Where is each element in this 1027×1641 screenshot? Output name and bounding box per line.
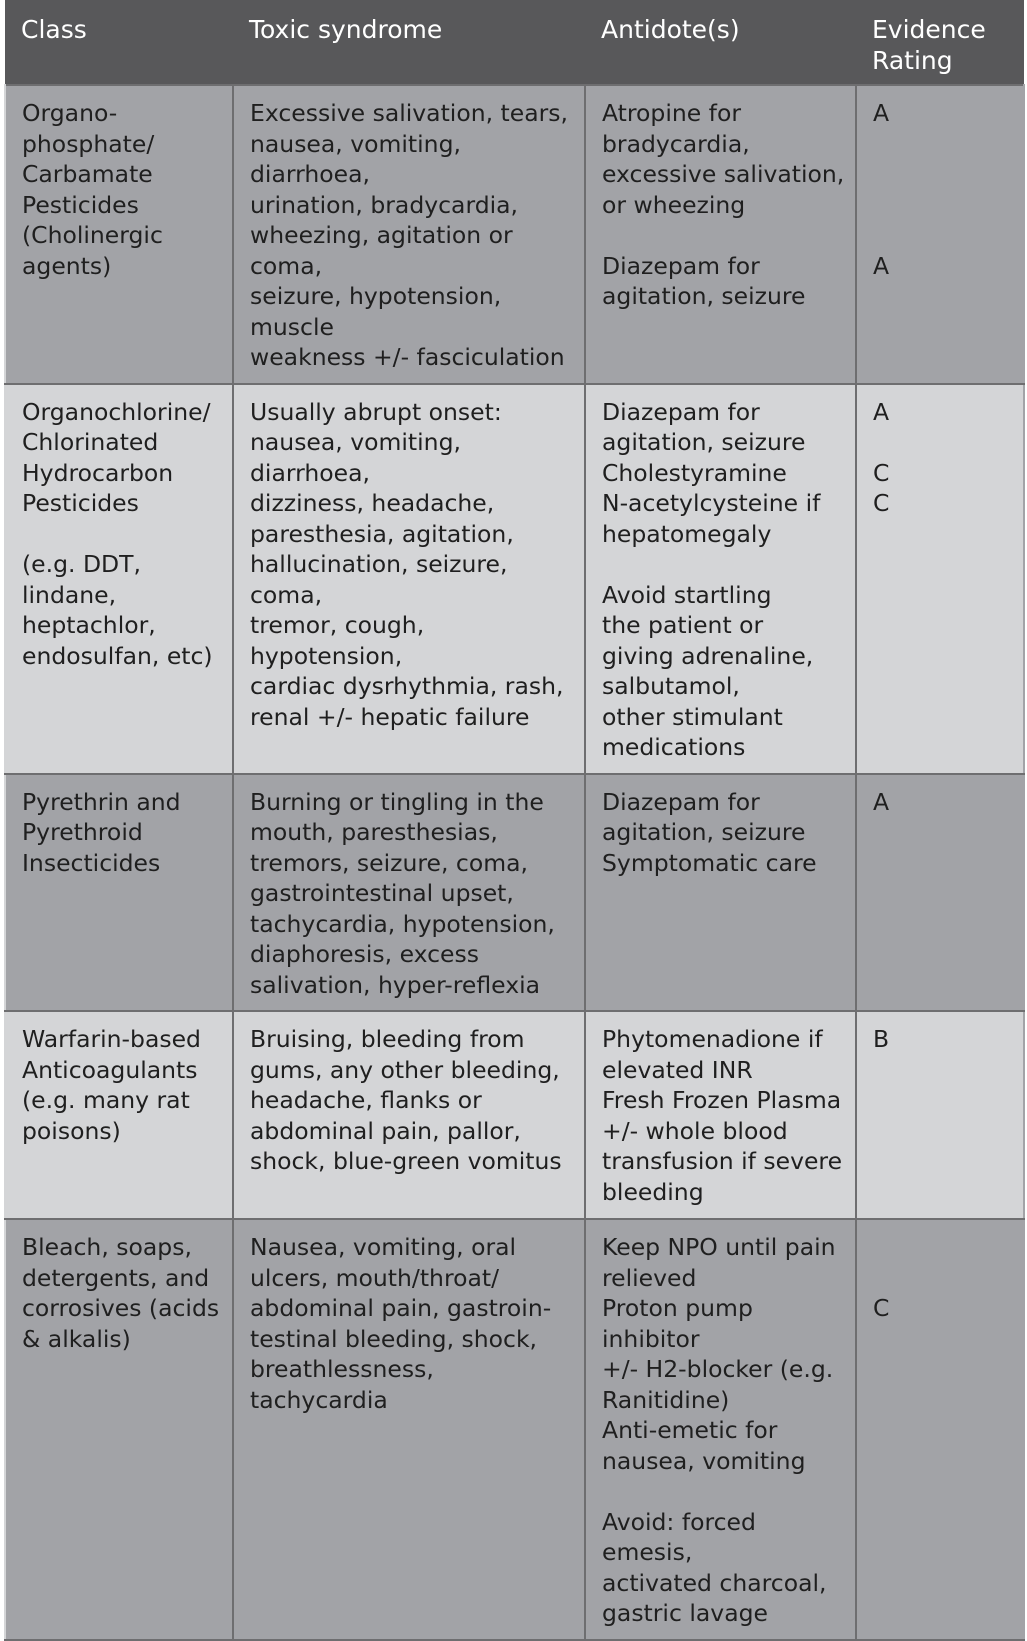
cell-evidence-rating: A A — [856, 85, 1024, 384]
cell-evidence-rating: A C C — [856, 384, 1024, 774]
cell-toxic-syndrome: Excessive salivation, tears, nausea, vomiting, diarrhoea, urination, bradycardia, wheezing, agitation or coma, seizure, hypotension, muscle weakness +/- fasciculation — [233, 85, 585, 384]
header-evidence-rating: Evidence Rating — [856, 0, 1024, 85]
cell-class: Pyrethrin and Pyrethroid Insecticides — [5, 774, 233, 1012]
pesticide-antidote-table — [4, 0, 1025, 1641]
cell-class: Warfarin-based Anticoagulants (e.g. many rat poisons) — [5, 1011, 233, 1219]
cell-class: Bleach, soaps, detergents, and corrosives (acids & alkalis) — [5, 1219, 233, 1640]
header-toxic-syndrome: Toxic syndrome — [233, 0, 585, 85]
cell-evidence-rating: A — [856, 774, 1024, 1012]
cell-antidotes: Phytomenadione if elevated INR Fresh Frozen Plasma +/- whole blood transfusion if severe bleeding — [585, 1011, 856, 1219]
table-row — [5, 85, 1024, 384]
cell-antidotes: Keep NPO until pain relieved Proton pump inhibitor +/- H2-blocker (e.g. Ranitidine) Anti-emetic for nausea, vomiting Avoid: forced emesis, activated charcoal, gastric lavage — [585, 1219, 856, 1640]
cell-class: Organo- phosphate/ Carbamate Pesticides (Cholinergic agents) — [5, 85, 233, 384]
table-row — [5, 1011, 1024, 1219]
cell-toxic-syndrome: Bruising, bleeding from gums, any other bleeding, headache, flanks or abdominal pain, pallor, shock, blue-green vomitus — [233, 1011, 585, 1219]
cell-toxic-syndrome: Burning or tingling in the mouth, paresthesias, tremors, seizure, coma, gastrointestinal upset, tachycardia, hypotension, diaphoresis, excess salivation, hyper-reflexia — [233, 774, 585, 1012]
table-header-row — [5, 0, 1024, 85]
cell-antidotes: Atropine for bradycardia, excessive salivation, or wheezing Diazepam for agitation, seizure — [585, 85, 856, 384]
cell-toxic-syndrome: Usually abrupt onset: nausea, vomiting, diarrhoea, dizziness, headache, paresthesia, agitation, hallucination, seizure, coma, tremor, cough, hypotension, cardiac dysrhythmia, rash, renal +/- hepatic failure — [233, 384, 585, 774]
cell-antidotes: Diazepam for agitation, seizure Cholestyramine N-acetylcysteine if hepatomegaly Avoid startling the patient or giving adrenaline, salbutamol, other stimulant medications — [585, 384, 856, 774]
table-row — [5, 384, 1024, 774]
header-class: Class — [5, 0, 233, 85]
header-antidotes: Antidote(s) — [585, 0, 856, 85]
cell-evidence-rating: B — [856, 1011, 1024, 1219]
cell-antidotes: Diazepam for agitation, seizure Symptomatic care — [585, 774, 856, 1012]
cell-evidence-rating: C — [856, 1219, 1024, 1640]
table-row — [5, 774, 1024, 1012]
cell-class: Organochlorine/ Chlorinated Hydrocarbon Pesticides (e.g. DDT, lindane, heptachlor, endosulfan, etc) — [5, 384, 233, 774]
cell-toxic-syndrome: Nausea, vomiting, oral ulcers, mouth/throat/ abdominal pain, gastroin- testinal bleeding, shock, breathlessness, tachycardia — [233, 1219, 585, 1640]
table-row — [5, 1219, 1024, 1640]
